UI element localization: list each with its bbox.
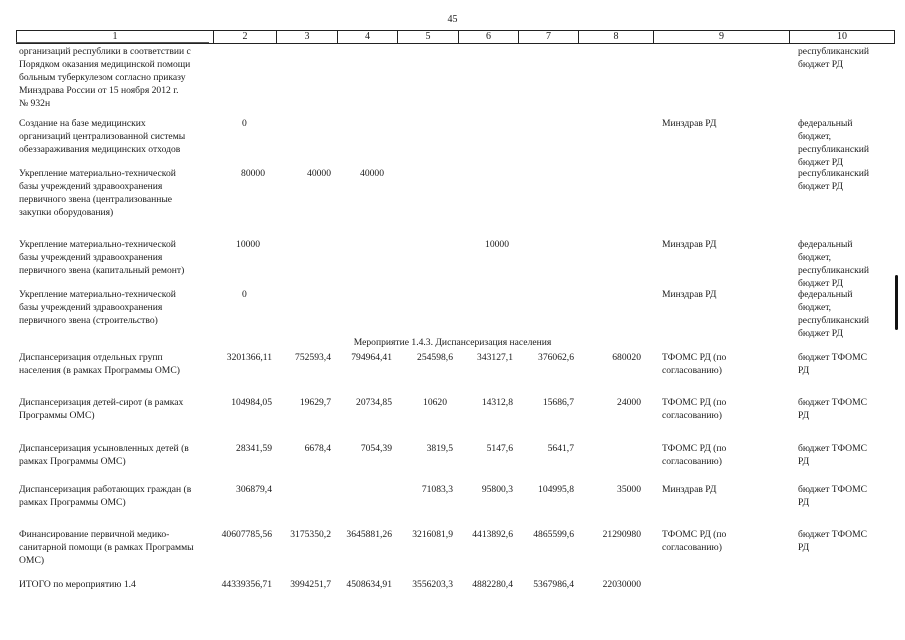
table-row-fund: бюджет ТФОМС РД — [798, 443, 867, 467]
table-row-value: 0 — [242, 289, 247, 300]
table-row-fund: бюджет ТФОМС РД — [798, 397, 867, 421]
table-row-value: 80000 — [241, 168, 265, 179]
table-row-name: Диспансеризация усыновленных детей (в рамках Программы ОМС) — [19, 443, 189, 467]
total-row-value: 4508634,91 — [346, 579, 392, 590]
table-row-name: организаций республики в соответствии с Порядком оказания медицинской помощи больным туберкулезом согласно приказу Минздрава России от 15 ноября 2012 г. № 932н — [19, 46, 191, 109]
table-row-name: Диспансеризация детей-сирот (в рамках Программы ОМС) — [19, 397, 184, 421]
table-row-value: 28341,59 — [236, 443, 272, 454]
table-row-value: 794964,41 — [351, 352, 392, 363]
table-row-value: 10000 — [485, 239, 509, 250]
column-header-2: 2 — [214, 31, 277, 43]
table-row-fund: федеральный бюджет, республиканский бюджет РД — [798, 239, 870, 289]
table-row-value: 14312,8 — [481, 397, 513, 408]
table-row-value: 3201366,11 — [226, 352, 272, 363]
table-row-value: 680020 — [612, 352, 641, 363]
table-row-name: Создание на базе медицинских организаций централизованной системы обеззараживания медицинских отходов — [19, 118, 186, 155]
table-row-name: Укрепление материально-технической базы учреждений здравоохранения первичного звена (строительство) — [19, 289, 176, 326]
total-row-value: 3994251,7 — [290, 579, 331, 590]
column-header-10: 10 — [837, 31, 847, 42]
table-row-value: 104995,8 — [538, 484, 574, 495]
table-row-value: 15686,7 — [542, 397, 574, 408]
table-row-name: Диспансеризация отдельных групп населения (в рамках Программы ОМС) — [19, 352, 180, 376]
table-row-value: 3645881,26 — [346, 529, 392, 540]
table-row-value: 35000 — [617, 484, 641, 495]
table-row-executor: ТФОМС РД (по согласованию) — [662, 529, 727, 553]
table-row-value: 104984,05 — [231, 397, 272, 408]
table-row-value: 6678,4 — [304, 443, 331, 454]
table-row-value: 7054,39 — [360, 443, 392, 454]
section-title: Мероприятие 1.4.3. Диспансеризация населения — [353, 337, 552, 348]
table-row-executor: ТФОМС РД (по согласованию) — [662, 443, 727, 467]
table-row-name: Диспансеризация работающих граждан (в рамках Программы ОМС) — [19, 484, 192, 508]
table-row-value: 306879,4 — [236, 484, 272, 495]
scan-margin-mark — [895, 275, 898, 330]
table-row-name: Укрепление материально-технической базы учреждений здравоохранения первичного звена (централизованные закупки оборудования) — [19, 168, 176, 218]
page-number: 45 — [447, 14, 458, 25]
total-row-value: 4882280,4 — [472, 579, 513, 590]
table-row-value: 21290980 — [602, 529, 641, 540]
column-header-7: 7 — [519, 31, 579, 43]
table-row-fund: республиканский бюджет РД — [798, 46, 870, 70]
table-row-name: Финансирование первичной медико- санитарной помощи (в рамках Программы ОМС) — [19, 529, 194, 566]
table-row-value: 5147,6 — [486, 443, 513, 454]
table-row-executor: Минздрав РД — [662, 484, 717, 495]
table-row-value: 3216081,9 — [412, 529, 453, 540]
table-row-value: 254598,6 — [417, 352, 453, 363]
table-row-fund: федеральный бюджет, республиканский бюджет РД — [798, 289, 870, 339]
table-row-executor: ТФОМС РД (по согласованию) — [662, 352, 727, 376]
table-row-value: 376062,6 — [538, 352, 574, 363]
table-row-executor: Минздрав РД — [662, 118, 717, 129]
column-header-1: 1 — [17, 31, 214, 43]
table-row-executor: ТФОМС РД (по согласованию) — [662, 397, 727, 421]
table-row-value: 5641,7 — [547, 443, 574, 454]
table-row-value: 4865599,6 — [533, 529, 574, 540]
column-header-9: 9 — [654, 31, 790, 43]
table-row-executor: Минздрав РД — [662, 289, 717, 300]
total-row-value: 44339356,71 — [221, 579, 272, 590]
table-row-value: 19629,7 — [299, 397, 331, 408]
table-row-value: 40000 — [307, 168, 331, 179]
table-row-value: 343127,1 — [477, 352, 513, 363]
scan-divider — [16, 42, 209, 43]
table-row-value: 10620 — [423, 397, 447, 408]
column-header-5: 5 — [398, 31, 459, 43]
table-row-value: 3819,5 — [426, 443, 453, 454]
total-row-value: 3556203,3 — [412, 579, 453, 590]
table-row-value: 4413892,6 — [472, 529, 513, 540]
table-row-fund: бюджет ТФОМС РД — [798, 529, 867, 553]
table-row-value: 3175350,2 — [290, 529, 331, 540]
table-row-value: 752593,4 — [295, 352, 331, 363]
total-row-label: ИТОГО по мероприятию 1.4 — [19, 579, 136, 590]
table-row-name: Укрепление материально-технической базы учреждений здравоохранения первичного звена (капитальный ремонт) — [19, 239, 185, 276]
total-row-value: 22030000 — [602, 579, 641, 590]
table-row-value: 20734,85 — [356, 397, 392, 408]
table-row-fund: федеральный бюджет, республиканский бюджет РД — [798, 118, 870, 168]
table-row-value: 95800,3 — [481, 484, 513, 495]
table-row-value: 40607785,56 — [221, 529, 272, 540]
column-header-3: 3 — [277, 31, 338, 43]
column-header-4: 4 — [338, 31, 398, 43]
column-header-6: 6 — [459, 31, 519, 43]
column-header-8: 8 — [579, 31, 654, 43]
table-row-fund: бюджет ТФОМС РД — [798, 484, 867, 508]
table-row-value: 24000 — [617, 397, 641, 408]
total-row-value: 5367986,4 — [533, 579, 574, 590]
table-row-executor: Минздрав РД — [662, 239, 717, 250]
table-row-value: 0 — [242, 118, 247, 129]
table-row-value: 10000 — [236, 239, 260, 250]
table-row-value: 40000 — [360, 168, 384, 179]
table-row-value: 71083,3 — [421, 484, 453, 495]
table-row-fund: республиканский бюджет РД — [798, 168, 870, 192]
table-row-fund: бюджет ТФОМС РД — [798, 352, 867, 376]
